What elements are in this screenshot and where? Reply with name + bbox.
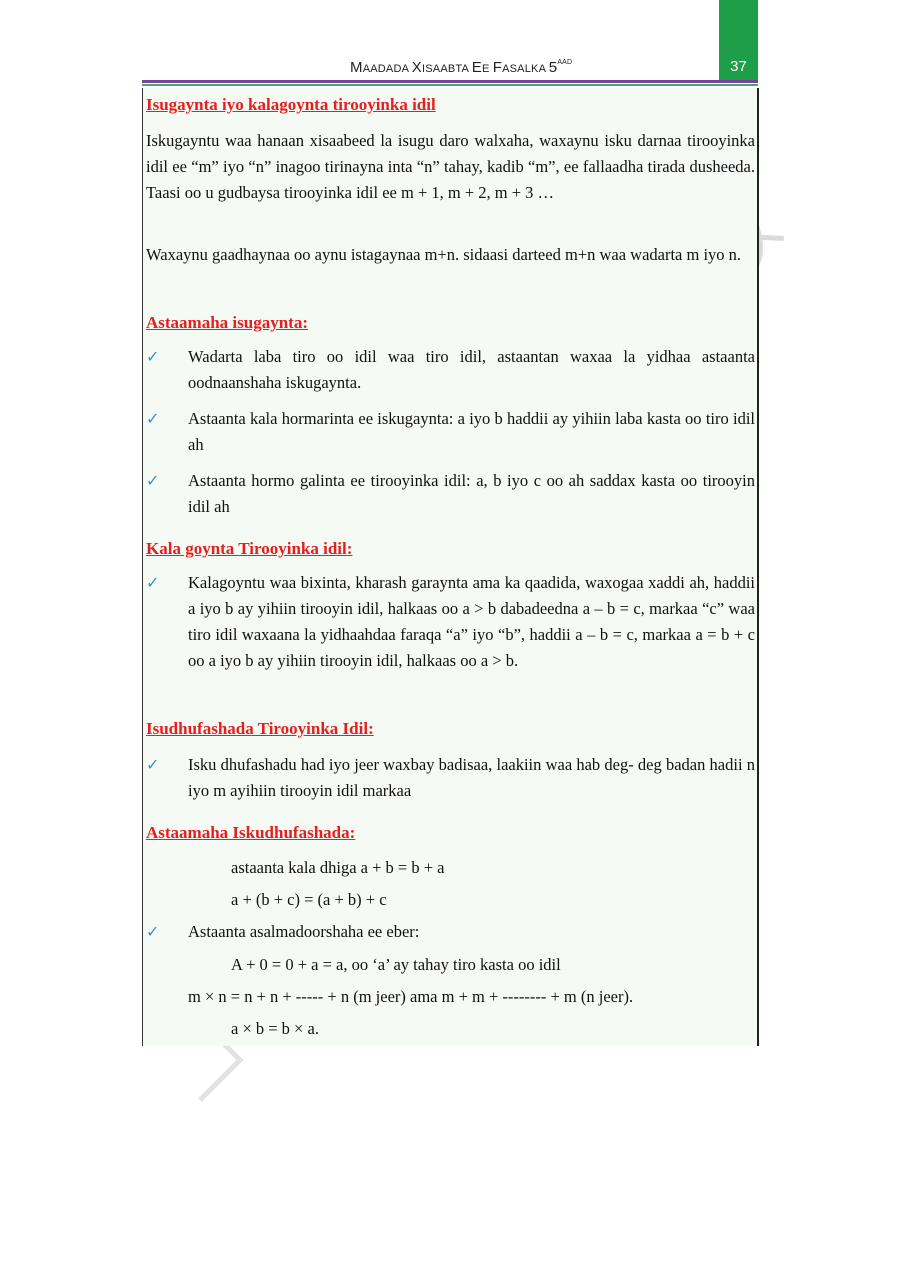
content-panel — [142, 88, 759, 1046]
list-item: ✓ Astaanta hormo galinta ee tirooyinka idil: a, b iyo c oo ah saddax kasta oo tirooyin idil ah — [146, 468, 755, 520]
check-icon: ✓ — [146, 347, 160, 366]
check-icon: ✓ — [146, 471, 160, 490]
list-item: ✓ Isku dhufashadu had iyo jeer waxbay badisaa, laakiin waa hab deg- deg badan hadii n iyo m ayihiin tirooyin idil markaa — [146, 752, 755, 804]
formula-identity: A + 0 = 0 + a = a, oo ‘a’ ay tahay tiro kasta oo idil — [231, 955, 561, 974]
section-heading-addition-subtraction: Isugaynta iyo kalagoynta tirooyinka idil — [146, 95, 436, 114]
check-icon: ✓ — [146, 922, 160, 941]
list-item: ✓ Astaanta kala hormarinta ee iskugaynta: a iyo b haddii ay yihiin laba kasta oo tiro idil ah — [146, 406, 755, 458]
section-heading-addition-properties: Astaamaha isugaynta: — [146, 313, 308, 332]
formula-multiplication-commutative: a × b = b × a. — [231, 1019, 319, 1038]
header-rule — [142, 80, 758, 83]
addition-paragraph: Iskugayntu waa hanaan xisaabeed la isugu daro walxaha, waxaynu isku darnaa tirooyinka idil ee “m” iyo “n” inagoo tirinayna inta “n” tahay, kadib “m”, ee fallaadha tirada dusheeda. Taasi oo u gudbaysa tirooyinka idil ee m + 1, m + 2, m + 3 … — [146, 131, 755, 202]
list-item: ✓ Wadarta laba tiro oo idil waa tiro idil, astaantan waxaa la yidhaa astaanta oodnaanshaha iskugaynta. — [146, 344, 755, 396]
section-heading-multiplication-properties: Astaamaha Iskudhufashada: — [146, 823, 356, 842]
section-heading-multiplication: Isudhufashada Tirooyinka Idil: — [146, 719, 374, 738]
section-heading-subtraction: Kala goynta Tirooyinka idil: — [146, 539, 353, 558]
check-icon: ✓ — [146, 755, 160, 774]
formula-repeated-addition: m × n = n + n + ----- + n (m jeer) ama m + m + -------- + m (n jeer). — [188, 987, 634, 1006]
running-header: MAADADA XISAABTA EE FASALKA $5^{AAD}$ — [350, 59, 573, 76]
check-icon: ✓ — [146, 409, 160, 428]
formula-commutative: astaanta kala dhiga a + b = b + a — [231, 858, 445, 877]
page-number: 37 — [730, 58, 747, 75]
header-rule-secondary — [142, 84, 758, 86]
list-item: ✓ Kalagoyntu waa bixinta, kharash garaynta ama ka qaadida, waxogaa xaddi ah, haddii a iyo b ay yihiin tirooyin idil, halkaas oo a > b dabadeedna a – b = c, markaa “c” waa tiro idil waxaana la yidhaahdaa faraqa “a” iyo “b”, haddii a – b = c, markaa a = b + c oo a iyo b ay yihiin tirooyin idil, halkaas oo a > b. — [146, 570, 755, 674]
formula-associative: a + (b + c) = (a + b) + c — [231, 890, 387, 909]
check-icon: ✓ — [146, 573, 160, 592]
list-item: ✓ Astaanta asalmadoorshaha ee eber: — [146, 919, 755, 945]
sum-paragraph: Waxaynu gaadhaynaa oo aynu istagaynaa m+n. sidaasi darteed m+n waa wadarta m iyo n. — [146, 245, 742, 264]
